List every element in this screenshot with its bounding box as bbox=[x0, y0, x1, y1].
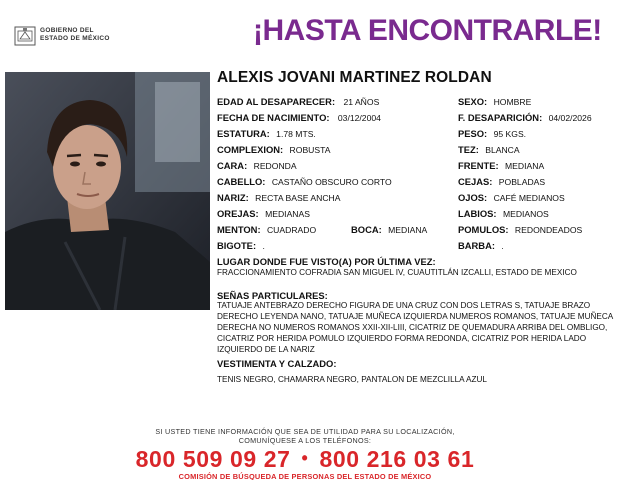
last-seen-label: LUGAR DONDE FUE VISTO(A) POR ÚLTIMA VEZ: bbox=[217, 256, 436, 267]
field-menton bbox=[217, 224, 316, 236]
value-pomulos: REDONDEADOS bbox=[514, 225, 583, 235]
field-tez bbox=[458, 144, 520, 156]
phone-numbers bbox=[0, 446, 610, 473]
label-nariz: NARIZ: bbox=[217, 192, 249, 203]
label-nacimiento: FECHA DE NACIMIENTO: bbox=[217, 112, 330, 123]
contact-info-line-1: SI USTED TIENE INFORMACIÓN QUE SEA DE UTILIDAD PARA SU LOCALIZACIÓN, bbox=[155, 427, 455, 436]
marks-text: TATUAJE ANTEBRAZO DERECHO FIGURA DE UNA CRUZ CON DOS LETRAS S, TATUAJE BRAZO DERECHO LEYENDA NANO, TATUAJE MUÑECA IZQUIERDA NUMEROS ROMANOS, TATUAJE MUÑECA DERECHA NO NUMEROS ROMANOS XXII-XII-LIII, CICATRIZ DE QUEMADURA ARRIBA DEL OMBLIGO, CICATRIZ POR HERIDA POMULO IZQUIERDO FORMA REDONDA, CICATRIZ POR HERIDA LADO IZQUIERDO DE LA NARIZ bbox=[217, 301, 613, 354]
field-edad bbox=[217, 96, 379, 108]
person-name: ALEXIS JOVANI MARTINEZ ROLDAN bbox=[217, 69, 492, 86]
label-edad: EDAD AL DESAPARECER: bbox=[217, 96, 336, 107]
value-desaparicion: 04/02/2026 bbox=[548, 113, 592, 123]
value-nacimiento: 03/12/2004 bbox=[337, 113, 381, 123]
value-labios: MEDIANOS bbox=[502, 209, 549, 219]
value-bigote: . bbox=[262, 241, 265, 251]
value-peso: 95 KGS. bbox=[493, 129, 527, 139]
value-orejas: MEDIANAS bbox=[265, 209, 310, 219]
label-bigote: BIGOTE: bbox=[217, 240, 257, 251]
value-estatura: 1.78 MTS. bbox=[276, 129, 316, 139]
phone-separator: • bbox=[301, 448, 309, 468]
field-nariz bbox=[217, 192, 340, 204]
field-frente bbox=[458, 160, 544, 172]
person-photo bbox=[5, 72, 210, 310]
label-cabello: CABELLO: bbox=[217, 176, 266, 187]
headline: ¡HASTA ENCONTRARLE! bbox=[253, 14, 602, 47]
value-boca: MEDIANA bbox=[388, 225, 428, 235]
label-cejas: CEJAS: bbox=[458, 176, 493, 187]
field-desaparicion bbox=[458, 112, 592, 124]
label-peso: PESO: bbox=[458, 128, 488, 139]
value-menton: CUADRADO bbox=[266, 225, 317, 235]
label-orejas: OREJAS: bbox=[217, 208, 259, 219]
field-peso bbox=[458, 128, 526, 140]
state-seal-icon bbox=[14, 26, 36, 46]
label-cara: CARA: bbox=[217, 160, 248, 171]
field-estatura bbox=[217, 128, 316, 140]
label-desaparicion: F. DESAPARICIÓN: bbox=[458, 112, 543, 123]
value-ojos: CAFÉ MEDIANOS bbox=[493, 193, 565, 203]
label-ojos: OJOS: bbox=[458, 192, 488, 203]
person-photo-illustration bbox=[5, 72, 210, 310]
marks-label: SEÑAS PARTICULARES: bbox=[217, 290, 328, 301]
clothing-label: VESTIMENTA Y CALZADO: bbox=[217, 358, 337, 369]
value-cabello: CASTAÑO OBSCURO CORTO bbox=[271, 177, 392, 187]
field-bigote bbox=[217, 240, 265, 252]
field-complexion bbox=[217, 144, 330, 156]
government-logo bbox=[14, 26, 134, 46]
phone-number-2[interactable]: 800 216 03 61 bbox=[319, 446, 475, 472]
field-cejas bbox=[458, 176, 545, 188]
phone-number-1[interactable]: 800 509 09 27 bbox=[135, 446, 291, 472]
value-nariz: RECTA BASE ANCHA bbox=[255, 193, 341, 203]
label-boca: BOCA: bbox=[351, 224, 382, 235]
field-nacimiento bbox=[217, 112, 381, 124]
value-edad: 21 AÑOS bbox=[343, 97, 380, 107]
field-boca bbox=[351, 224, 427, 236]
field-sexo bbox=[458, 96, 531, 108]
label-frente: FRENTE: bbox=[458, 160, 499, 171]
value-frente: MEDIANA bbox=[505, 161, 545, 171]
value-sexo: HOMBRE bbox=[493, 97, 532, 107]
field-barba bbox=[458, 240, 504, 252]
label-barba: BARBA: bbox=[458, 240, 495, 251]
value-complexion: ROBUSTA bbox=[289, 145, 331, 155]
last-seen-text: FRACCIONAMIENTO COFRADIA SAN MIGUEL IV, CUAUTITLÁN IZCALLI, ESTADO DE MEXICO bbox=[217, 268, 577, 277]
label-menton: MENTON: bbox=[217, 224, 261, 235]
label-labios: LABIOS: bbox=[458, 208, 497, 219]
clothing-text: TENIS NEGRO, CHAMARRA NEGRO, PANTALON DE MEZCLILLA AZUL bbox=[217, 375, 487, 384]
field-ojos bbox=[458, 192, 565, 204]
logo-line-2: ESTADO DE MÉXICO bbox=[40, 35, 110, 42]
contact-info-line-2: COMUNÍQUESE A LOS TELÉFONOS: bbox=[238, 436, 372, 445]
label-sexo: SEXO: bbox=[458, 96, 488, 107]
value-barba: . bbox=[501, 241, 504, 251]
label-complexion: COMPLEXION: bbox=[217, 144, 284, 155]
logo-line-1: GOBIERNO DEL bbox=[40, 27, 94, 34]
value-cejas: POBLADAS bbox=[498, 177, 546, 187]
field-orejas bbox=[217, 208, 310, 220]
field-labios bbox=[458, 208, 549, 220]
field-cabello bbox=[217, 176, 392, 188]
field-pomulos bbox=[458, 224, 582, 236]
field-cara bbox=[217, 160, 297, 172]
label-estatura: ESTATURA: bbox=[217, 128, 270, 139]
label-tez: TEZ: bbox=[458, 144, 479, 155]
value-cara: REDONDA bbox=[253, 161, 297, 171]
value-tez: BLANCA bbox=[485, 145, 520, 155]
label-pomulos: POMULOS: bbox=[458, 224, 509, 235]
commission-name: COMISIÓN DE BÚSQUEDA DE PERSONAS DEL ESTADO DE MÉXICO bbox=[178, 472, 432, 480]
